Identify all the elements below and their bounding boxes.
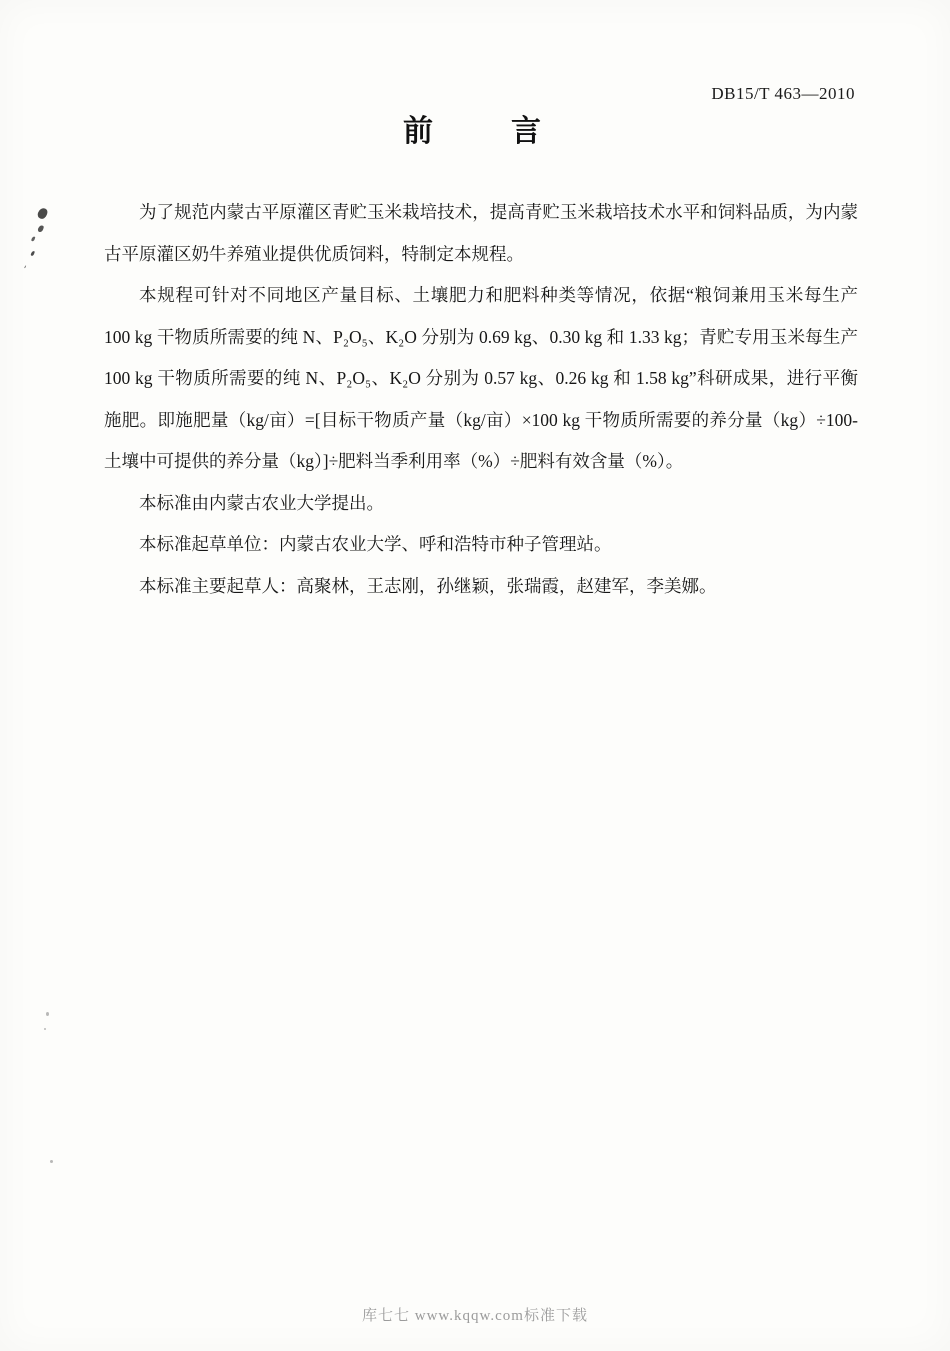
paragraph-drafting-organizations: 本标准起草单位：内蒙古农业大学、呼和浩特市种子管理站。 (139, 534, 612, 554)
scan-speck (46, 1012, 49, 1016)
foreword-body (104, 192, 858, 607)
page-title: 前 言 (403, 115, 547, 148)
paragraph-fertilization-basis: 本规程可针对不同地区产量目标、土壤肥力和肥料种类等情况，依据“粮饲兼用玉米每生产 100 kg 干物质所需要的纯 N、P₂O₅、K₂O 分别为 0.69 kg、0.30 kg 和 1.33 kg；青贮专用玉米每生产 100 kg 干物质所需要的纯 N、P₂O₅、K₂O 分别为 0.57 kg、0.26 kg 和 1.58 kg”科研成果，进行平衡施肥。即施肥量（kg/亩）=[目标干物质产量（kg/亩）×100 kg 干物质所需要的养分量（kg）÷100-土壤中可提供的养分量（kg）]÷肥料当季利用率（%）÷肥料有效含量（%）。 (104, 285, 858, 471)
paragraph-proposed-by: 本标准由内蒙古农业大学提出。 (139, 492, 384, 513)
scan-speck (44, 1028, 46, 1030)
paragraph-main-drafters: 本标准主要起草人：高聚林，王志刚，孙继颖，张瑞霞，赵建军，李美娜。 (139, 575, 717, 596)
scan-smudge-artifact (37, 207, 49, 220)
scan-speck (50, 1160, 53, 1163)
footer-watermark: 库七七 www.kqqw.com标准下载 (362, 1308, 588, 1324)
standard-number: DB15/T 463—2010 (711, 84, 855, 103)
paragraph-scope: 为了规范内蒙古平原灌区青贮玉米栽培技术，提高青贮玉米栽培技术水平和饲料品质，为内蒙古平原灌区奶牛养殖业提供优质饲料，特制定本规程。 (104, 202, 858, 264)
